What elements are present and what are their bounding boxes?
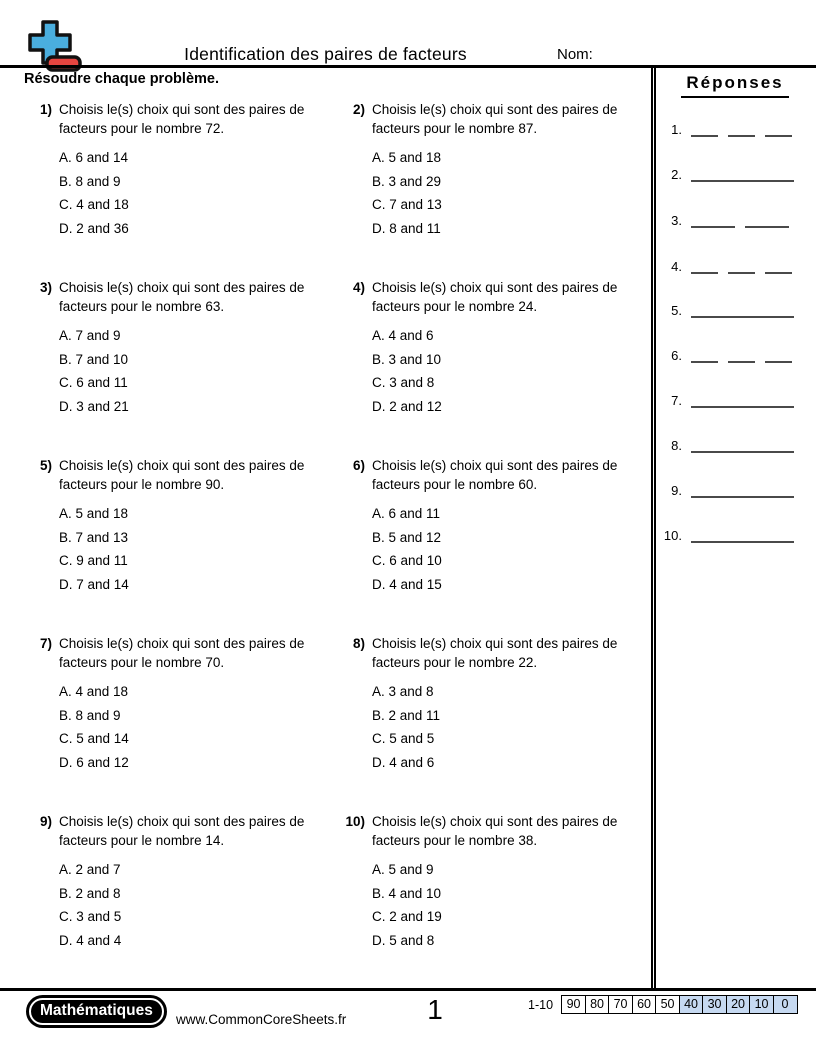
problem-item (337, 278, 643, 418)
choice-line: C. 7 and 13 (372, 197, 442, 212)
answer-blanks (691, 438, 794, 453)
score-cell: 50 (655, 995, 680, 1014)
choice-line: D. 6 and 12 (59, 754, 129, 770)
score-cell: 60 (632, 995, 657, 1014)
problem-item (337, 456, 643, 596)
answers-sidebar (651, 68, 814, 988)
choice-line: A. 6 and 11 (372, 506, 441, 521)
problem-question: Choisis le(s) choix qui sont des paires de facteurs pour le nombre 87. (372, 102, 618, 136)
problem-number: 6) (352, 458, 365, 473)
problem-question: Choisis le(s) choix qui sont des paires de facteurs pour le nombre 24. (372, 280, 618, 314)
choice-line: B. 7 and 10 (59, 351, 129, 367)
answer-blank[interactable] (691, 348, 718, 363)
problem-question: Choisis le(s) choix qui sont des paires de facteurs pour le nombre 63. (59, 280, 305, 314)
problem-question: Choisis le(s) choix qui sont des paires de facteurs pour le nombre 60. (372, 458, 618, 492)
choice-line: D. 2 and 36 (59, 220, 129, 236)
answer-row (656, 162, 814, 182)
problem-question: Choisis le(s) choix qui sont des paires de facteurs pour le nombre 38. (372, 814, 618, 848)
problem-number: 9) (39, 814, 52, 829)
choice-line: D. 7 and 14 (59, 576, 129, 592)
problem-number: 1) (39, 102, 52, 117)
score-cell: 80 (585, 995, 610, 1014)
answer-number: 1. (671, 122, 682, 137)
answer-row (656, 343, 814, 363)
choice-line: A. 5 and 18 (372, 150, 442, 165)
choice-line: A. 4 and 18 (59, 684, 129, 699)
answer-blank[interactable] (745, 213, 789, 228)
answer-blanks (691, 303, 794, 318)
answer-blanks (691, 483, 794, 498)
choice-line: C. 2 and 19 (372, 909, 442, 924)
choice-line: B. 8 and 9 (59, 173, 121, 189)
answer-blank[interactable] (691, 259, 718, 274)
score-cells (561, 995, 798, 1014)
choice-line: A. 3 and 8 (372, 684, 434, 699)
choice-line: C. 6 and 11 (59, 375, 128, 390)
answer-blank[interactable] (691, 303, 794, 318)
choice-line: B. 7 and 13 (59, 529, 129, 545)
answer-row (656, 388, 814, 408)
answer-number: 5. (671, 303, 682, 318)
footer-divider (0, 988, 816, 991)
answer-blank[interactable] (691, 528, 794, 543)
choice-line: D. 3 and 21 (59, 398, 129, 414)
answer-blanks (691, 393, 794, 408)
answer-row (656, 117, 814, 137)
problem-item (337, 100, 643, 240)
score-cell: 20 (726, 995, 751, 1014)
answer-blank[interactable] (691, 167, 794, 182)
name-label: Nom: (557, 46, 593, 63)
choice-line: A. 7 and 9 (59, 328, 121, 343)
subject-badge: Mathématiques (26, 995, 167, 1028)
answer-blank[interactable] (691, 438, 794, 453)
score-cell: 0 (773, 995, 798, 1014)
page-number: 1 (427, 994, 443, 1025)
problem-question: Choisis le(s) choix qui sont des paires de facteurs pour le nombre 22. (372, 636, 618, 670)
problem-question: Choisis le(s) choix qui sont des paires de facteurs pour le nombre 90. (59, 458, 305, 492)
score-table (528, 995, 798, 1014)
answer-blank[interactable] (765, 348, 792, 363)
problem-number: 3) (39, 280, 52, 295)
choice-line: D. 8 and 11 (372, 220, 441, 236)
score-range-label: 1-10 (528, 997, 554, 1012)
answer-number: 3. (671, 213, 682, 228)
answer-row (656, 254, 814, 274)
problem-item (24, 278, 330, 418)
answer-blanks (691, 528, 794, 543)
choice-line: B. 5 and 12 (372, 529, 442, 545)
score-cell: 70 (608, 995, 633, 1014)
answer-number: 7. (671, 393, 682, 408)
website-text: www.CommonCoreSheets.fr (176, 1012, 347, 1027)
problem-item (24, 456, 330, 596)
choice-line: D. 2 and 12 (372, 398, 442, 414)
problem-number: 10) (345, 814, 365, 829)
choice-line: A. 6 and 14 (59, 150, 129, 165)
problem-number: 7) (39, 636, 52, 651)
problem-item (337, 812, 643, 952)
problem-item (24, 812, 330, 952)
choice-line: A. 4 and 6 (372, 328, 434, 343)
problem-number: 4) (352, 280, 365, 295)
answer-row (656, 298, 814, 318)
answer-number: 10. (663, 528, 682, 543)
answer-row (656, 208, 814, 228)
choice-line: B. 3 and 10 (372, 351, 442, 367)
answer-blank[interactable] (765, 122, 792, 137)
answer-blank[interactable] (691, 122, 718, 137)
choice-line: C. 9 and 11 (59, 553, 128, 568)
answer-blank[interactable] (728, 348, 755, 363)
choice-line: D. 4 and 4 (59, 932, 122, 948)
score-cell: 90 (561, 995, 586, 1014)
problem-number: 8) (352, 636, 365, 651)
score-cell: 40 (679, 995, 704, 1014)
choice-line: B. 8 and 9 (59, 707, 121, 723)
answer-blank[interactable] (765, 259, 792, 274)
answer-number: 6. (671, 348, 682, 363)
choice-line: B. 2 and 8 (59, 885, 121, 901)
answer-blanks (691, 122, 792, 137)
answer-blank[interactable] (691, 393, 794, 408)
choice-line: C. 5 and 5 (372, 731, 435, 746)
worksheet-title: Identification des paires de facteurs (184, 44, 467, 64)
problem-question: Choisis le(s) choix qui sont des paires de facteurs pour le nombre 70. (59, 636, 305, 670)
answer-blank[interactable] (691, 213, 735, 228)
answer-number: 4. (671, 259, 682, 274)
choice-line: D. 4 and 15 (372, 576, 442, 592)
choice-line: C. 5 and 14 (59, 731, 129, 746)
choice-line: A. 5 and 18 (59, 506, 129, 521)
answer-row (656, 433, 814, 453)
choice-line: D. 5 and 8 (372, 932, 435, 948)
answers-heading: Réponses (681, 73, 788, 98)
problem-question: Choisis le(s) choix qui sont des paires de facteurs pour le nombre 14. (59, 814, 305, 848)
instruction-text: Résoudre chaque problème. (24, 71, 219, 87)
answer-number: 9. (671, 483, 682, 498)
score-cell: 10 (749, 995, 774, 1014)
choice-line: B. 4 and 10 (372, 885, 442, 901)
answer-blanks (691, 213, 789, 228)
answer-blanks (691, 167, 794, 182)
score-cell: 30 (702, 995, 727, 1014)
problem-question: Choisis le(s) choix qui sont des paires de facteurs pour le nombre 72. (59, 102, 305, 136)
answer-blanks (691, 348, 792, 363)
problem-number: 5) (39, 458, 52, 473)
answer-blank[interactable] (728, 122, 755, 137)
choice-line: A. 2 and 7 (59, 862, 121, 877)
answer-blank[interactable] (691, 483, 794, 498)
problem-item (337, 634, 643, 774)
choice-line: C. 3 and 8 (372, 375, 435, 390)
choice-line: A. 5 and 9 (372, 862, 434, 877)
answer-blanks (691, 259, 792, 274)
answer-number: 2. (671, 167, 682, 182)
choice-line: C. 4 and 18 (59, 197, 129, 212)
choice-line: C. 6 and 10 (372, 553, 442, 568)
answer-number: 8. (671, 438, 682, 453)
problem-item (24, 634, 330, 774)
problem-item (24, 100, 330, 240)
choice-line: B. 3 and 29 (372, 173, 442, 189)
choice-line: B. 2 and 11 (372, 707, 441, 723)
answer-row (656, 523, 814, 543)
answer-blank[interactable] (728, 259, 755, 274)
answer-row (656, 478, 814, 498)
problem-number: 2) (352, 102, 365, 117)
choice-line: C. 3 and 5 (59, 909, 122, 924)
choice-line: D. 4 and 6 (372, 754, 435, 770)
